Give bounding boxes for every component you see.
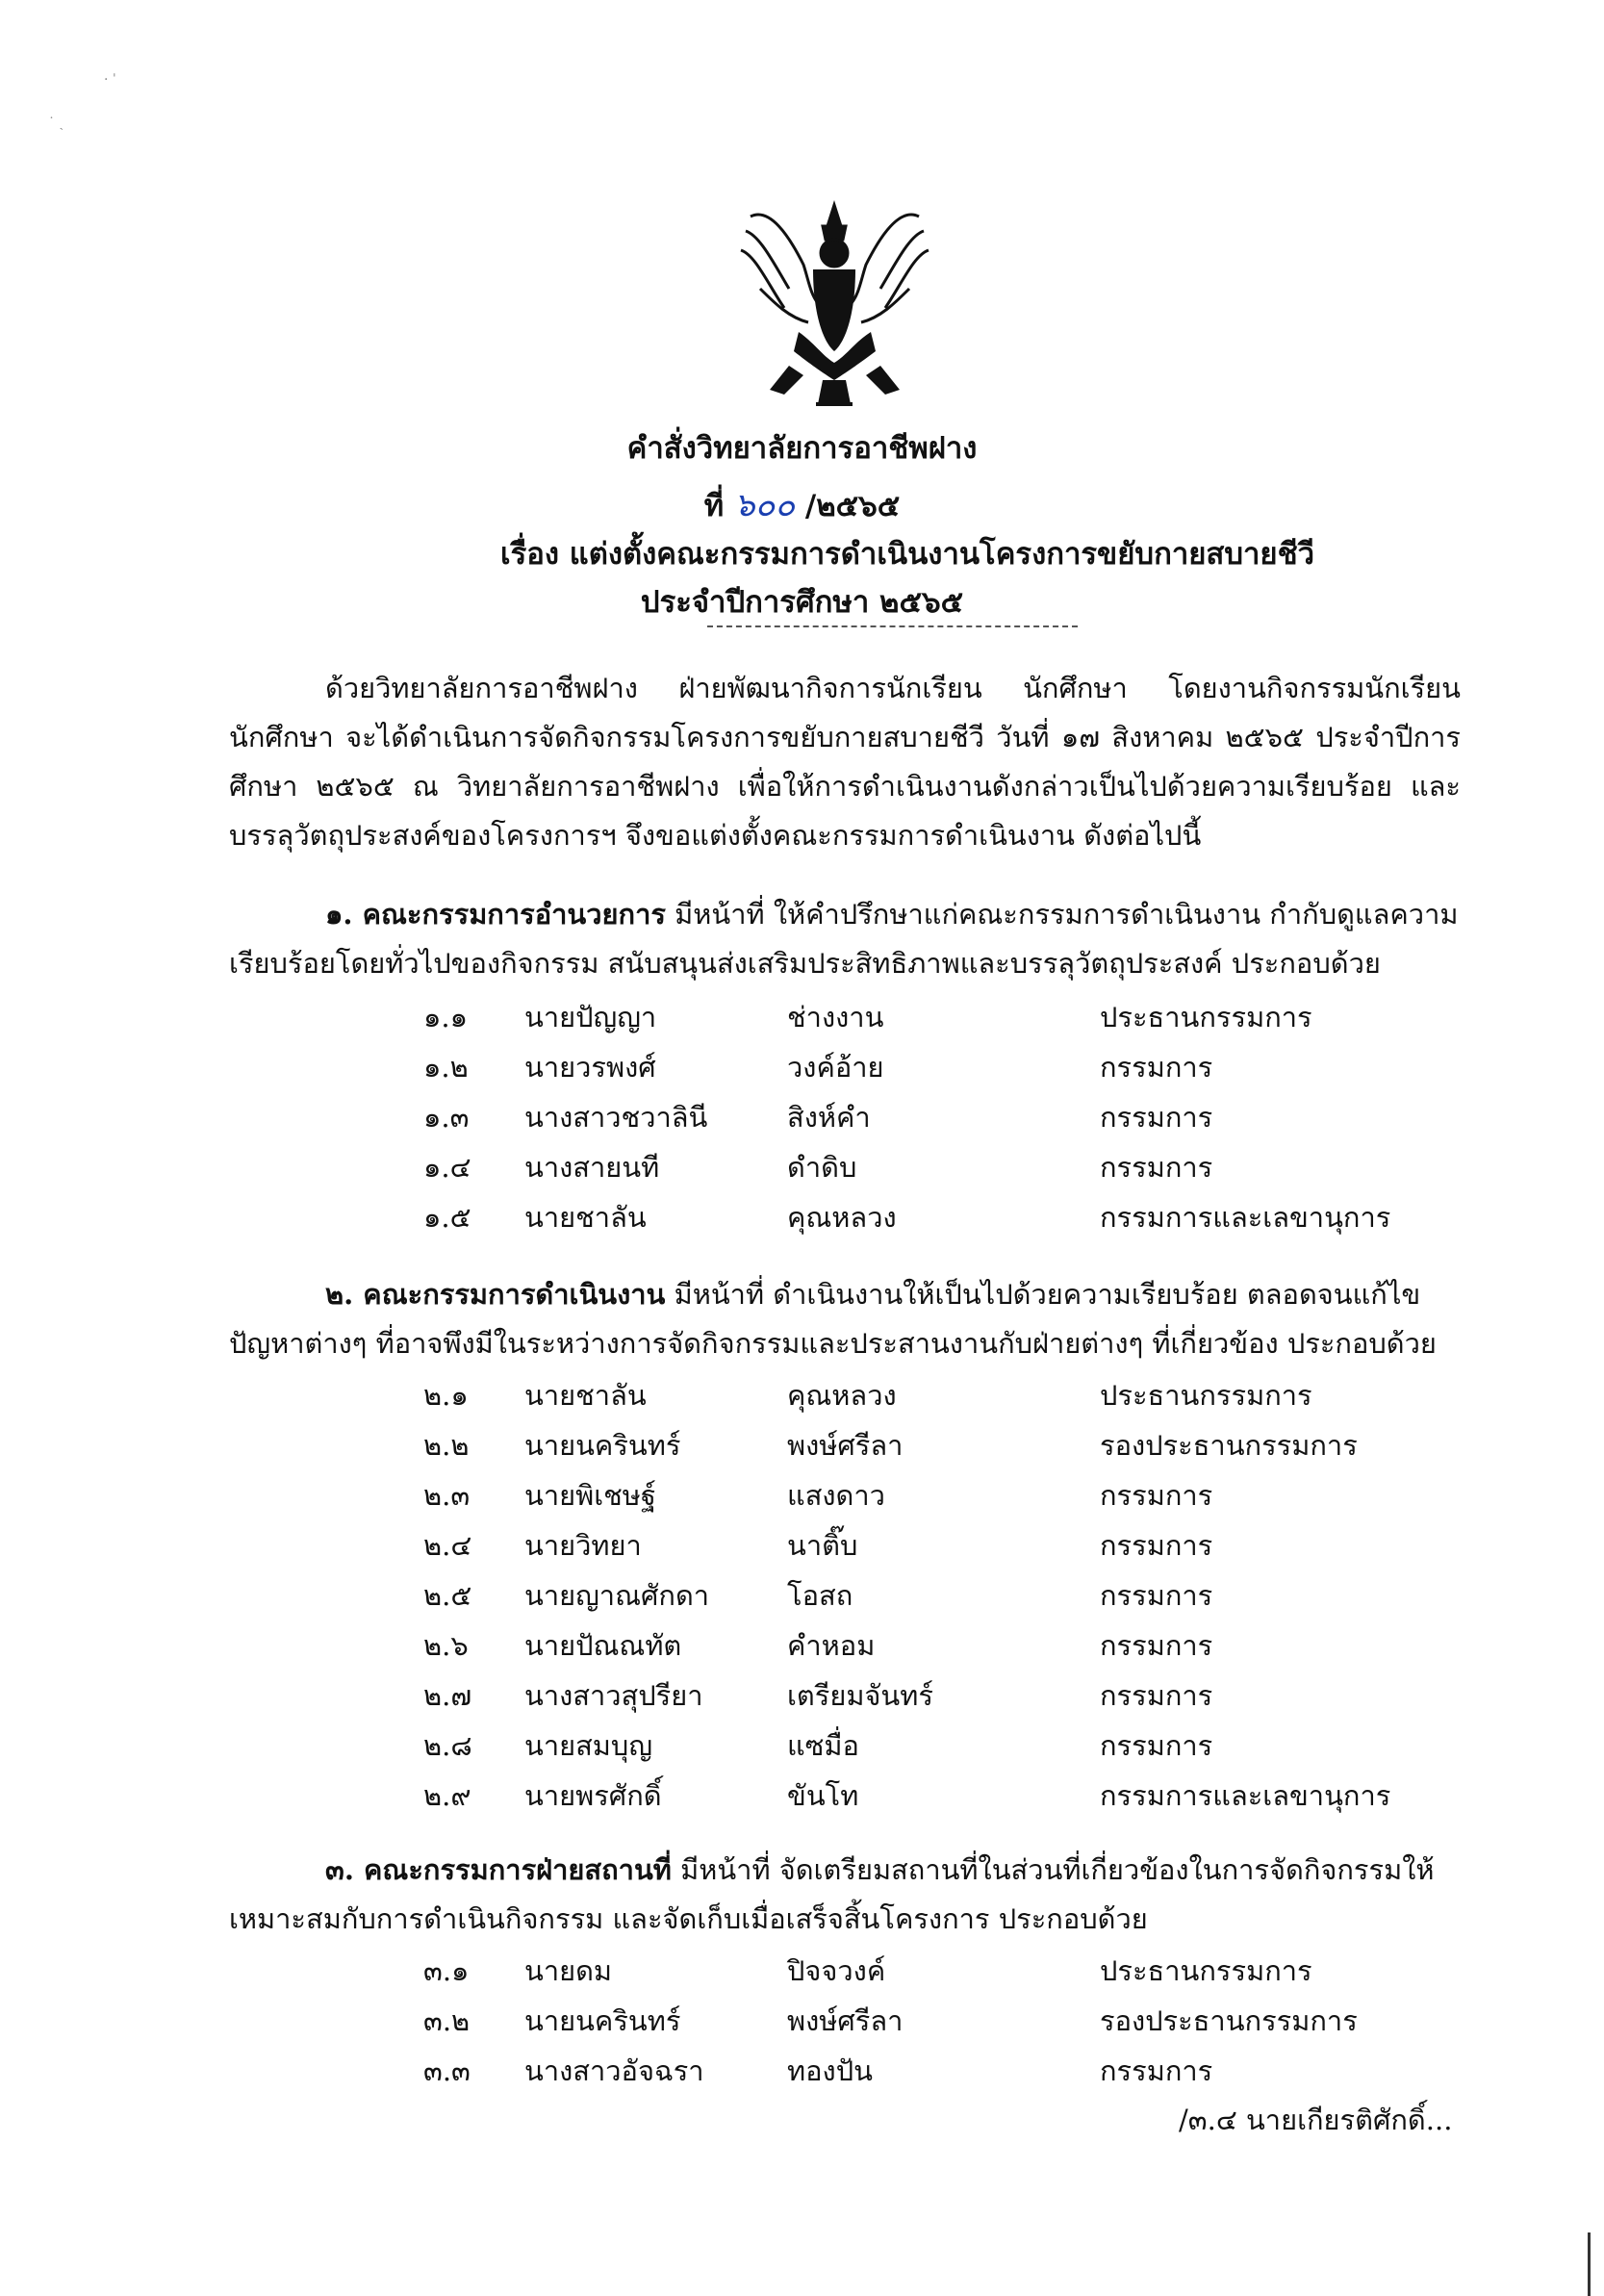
member-surname: วงค์อ้าย (787, 1051, 884, 1084)
section-3-heading (229, 1846, 1461, 1944)
member-number: ๓.๓ (423, 2054, 471, 2087)
member-surname: พงษ์ศรีลา (787, 1429, 904, 1462)
member-role: ประธานกรรมการ (1100, 1954, 1312, 1987)
member-role: กรรมการ (1100, 1101, 1213, 1134)
member-surname: ขันโท (787, 1779, 859, 1812)
member-name: นายนครินทร์ (524, 1429, 681, 1462)
member-role: กรรมการ (1100, 1479, 1213, 1512)
member-surname: ทองปัน (787, 2054, 873, 2087)
member-surname: คุณหลวง (787, 1379, 897, 1412)
member-surname: ปิจจวงค์ (787, 1954, 886, 1987)
title-divider (707, 625, 1078, 627)
member-name: นายสมบุญ (524, 1729, 653, 1762)
member-name: นายพิเชษฐ์ (524, 1479, 656, 1512)
section-3-title: ๓. คณะกรรมการฝ่ายสถานที่ (325, 1853, 672, 1886)
member-number: ๒.๒ (423, 1429, 470, 1462)
member-surname: นาติ๊บ (787, 1529, 858, 1562)
order-number-suffix: /๒๕๖๕ (804, 489, 901, 523)
member-role: กรรมการและเลขานุการ (1100, 1779, 1391, 1812)
continuation-note: /๓.๔ นายเกียรติศักดิ์... (1179, 2104, 1453, 2136)
member-name: นางสาวอัจฉรา (524, 2054, 704, 2087)
scan-speck: ˙ ˏ (48, 115, 64, 131)
section-1-heading (229, 890, 1461, 988)
member-surname: ดำดิบ (787, 1151, 857, 1184)
order-subject: เรื่อง แต่งตั้งคณะกรรมการดำเนินงานโครงการขยับกายสบายชีวี (500, 537, 1315, 572)
member-role: กรรมการ (1100, 1529, 1213, 1562)
section-2-heading (229, 1270, 1461, 1368)
order-number-line (0, 478, 1604, 530)
member-role: กรรมการ (1100, 1579, 1213, 1612)
garuda-emblem-icon (731, 197, 938, 414)
member-role: กรรมการ (1100, 1051, 1213, 1084)
member-role: กรรมการ (1100, 1629, 1213, 1662)
order-title: คำสั่งวิทยาลัยการอาชีพฝาง (626, 431, 978, 466)
member-name: นายพรศักดิ์ (524, 1779, 662, 1812)
member-name: นายดม (524, 1954, 613, 1987)
member-number: ๒.๙ (423, 1779, 471, 1812)
member-number: ๒.๘ (423, 1729, 472, 1762)
section-2-title: ๒. คณะกรรมการดำเนินงาน (325, 1278, 666, 1311)
intro-paragraph (229, 664, 1461, 860)
section-1-title: ๑. คณะกรรมการอำนวยการ (325, 898, 666, 931)
member-number: ๑.๒ (423, 1051, 469, 1084)
member-name: นางสาวสุปรียา (524, 1679, 703, 1712)
order-number-prefix: ที่ (703, 489, 725, 523)
section-1-duty: มีหน้าที่ ให้คำปรึกษาแก่คณะกรรมการดำเนินงาน กำกับดูแลความเรียบร้อยโดยทั่วไปของกิจกรรม สนับสนุนส่งเสริมประสิทธิภาพและบรรลุวัตถุประสงค์ ประกอบด้วย (229, 898, 1459, 980)
member-name: นายญาณศักดา (524, 1579, 710, 1612)
member-number: ๒.๕ (423, 1579, 472, 1612)
member-name: นายชาลัน (524, 1201, 647, 1234)
member-number: ๒.๓ (423, 1479, 471, 1512)
member-role: กรรมการ (1100, 1679, 1213, 1712)
member-name: นายวรพงศ์ (524, 1051, 656, 1084)
member-name: นายปัณณทัต (524, 1629, 682, 1662)
member-surname: โอสถ (787, 1579, 853, 1612)
member-surname: แซมื่อ (787, 1729, 859, 1762)
section-3-duty: มีหน้าที่ จัดเตรียมสถานที่ในส่วนที่เกี่ยวข้องในการจัดกิจกรรมให้เหมาะสมกับการดำเนินกิจกรรม และจัดเก็บเมื่อเสร็จสิ้นโครงการ ประกอบด้วย (229, 1853, 1435, 1935)
member-role: ประธานกรรมการ (1100, 1001, 1312, 1033)
member-role: รองประธานกรรมการ (1100, 1429, 1358, 1462)
member-number: ๒.๗ (423, 1679, 472, 1712)
member-role: กรรมการ (1100, 2054, 1213, 2087)
member-surname: คุณหลวง (787, 1201, 897, 1234)
member-name: นายปัญญา (524, 1001, 657, 1033)
member-role: ประธานกรรมการ (1100, 1379, 1312, 1412)
order-number-handwritten: ๖๐๐ (733, 486, 796, 524)
member-number: ๑.๑ (423, 1001, 469, 1033)
member-number: ๓.๒ (423, 2004, 471, 2037)
member-number: ๑.๕ (423, 1201, 471, 1234)
scan-edge (1588, 2232, 1591, 2296)
member-number: ๒.๖ (423, 1629, 469, 1662)
member-name: นางสาวชวาลินี (524, 1101, 708, 1134)
member-number: ๒.๔ (423, 1529, 472, 1562)
member-name: นางสายนที (524, 1151, 660, 1184)
member-surname: สิงห์คำ (787, 1101, 871, 1134)
member-role: รองประธานกรรมการ (1100, 2004, 1358, 2037)
intro-text: ด้วยวิทยาลัยการอาชีพฝาง ฝ่ายพัฒนากิจการนักเรียน นักศึกษา โดยงานกิจกรรมนักเรียน นักศึกษา จะได้ดำเนินการจัดกิจกรรมโครงการขยับกายสบายชีวี วันที่ ๑๗ สิงหาคม ๒๕๖๕ ประจำปีการศึกษา ๒๕๖๕ ณ วิทยาลัยการอาชีพฝาง เพื่อให้การดำเนินงานดังกล่าวเป็นไปด้วยความเรียบร้อย และบรรลุวัตถุประสงค์ของโครงการฯ จึงขอแต่งตั้งคณะกรรมการดำเนินงาน ดังต่อไปนี้ (229, 672, 1461, 852)
member-name: นายนครินทร์ (524, 2004, 681, 2037)
scan-speck: · ˈ (104, 72, 116, 88)
member-surname: แสงดาว (787, 1479, 885, 1512)
member-number: ๑.๔ (423, 1151, 471, 1184)
member-number: ๑.๓ (423, 1101, 470, 1134)
order-year-line: ประจำปีการศึกษา ๒๕๖๕ (640, 585, 964, 620)
member-role: กรรมการ (1100, 1729, 1213, 1762)
member-surname: ช่างงาน (787, 1001, 884, 1033)
section-2-duty: มีหน้าที่ ดำเนินงานให้เป็นไปด้วยความเรียบร้อย ตลอดจนแก้ไขปัญหาต่างๆ ที่อาจพึงมีในระหว่างการจัดกิจกรรมและประสานงานกับฝ่ายต่างๆ ที่เกี่ยวข้อง ประกอบด้วย (229, 1278, 1437, 1360)
member-surname: เตรียมจันทร์ (787, 1679, 933, 1712)
member-name: นายชาลัน (524, 1379, 647, 1412)
member-role: กรรมการ (1100, 1151, 1213, 1184)
member-number: ๓.๑ (423, 1954, 470, 1987)
member-number: ๒.๑ (423, 1379, 469, 1412)
member-surname: พงษ์ศรีลา (787, 2004, 904, 2037)
member-name: นายวิทยา (524, 1529, 642, 1562)
member-surname: คำหอม (787, 1629, 876, 1662)
member-role: กรรมการและเลขานุการ (1100, 1201, 1391, 1234)
